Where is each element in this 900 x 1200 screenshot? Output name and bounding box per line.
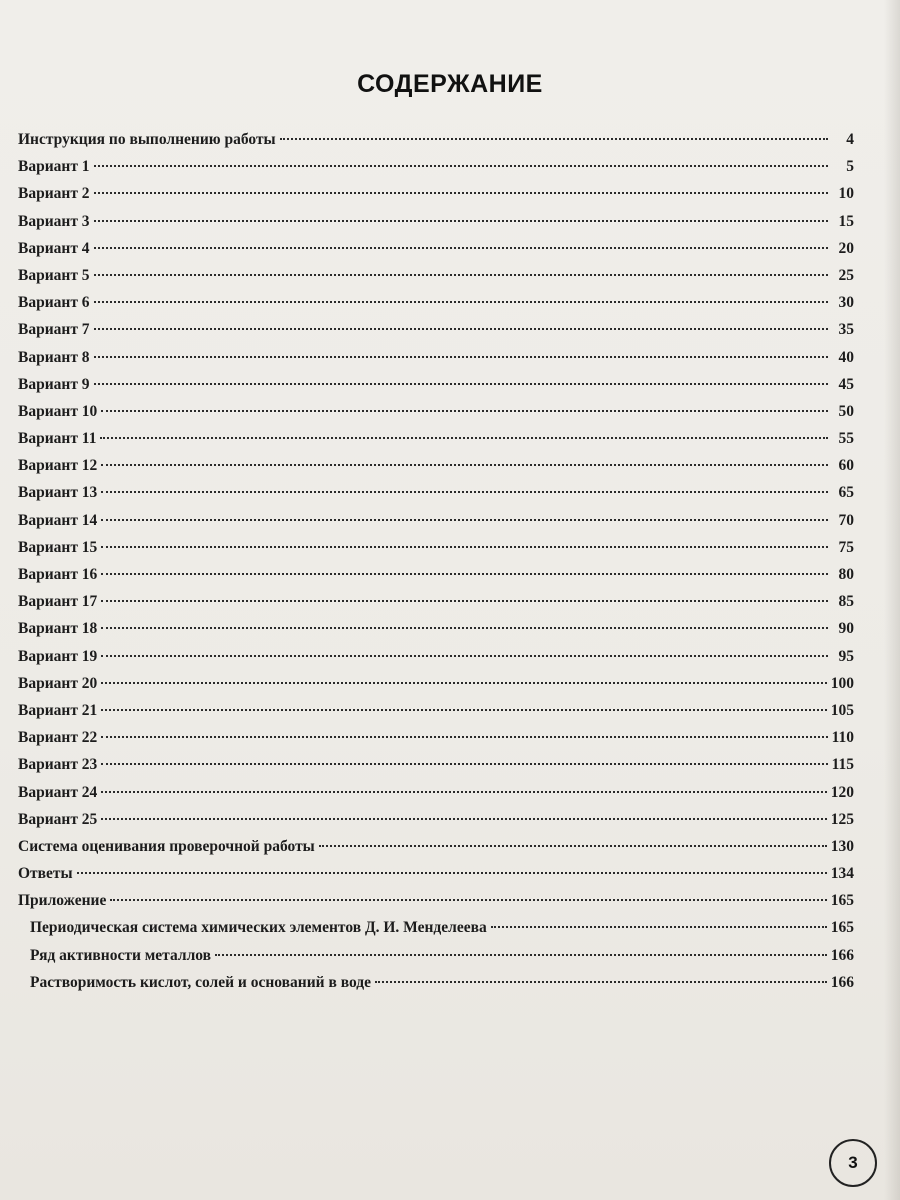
toc-entry-page: 60 [838,457,854,475]
toc-entry-label: Вариант 13 [18,484,98,502]
toc-entry-label: Вариант 4 [18,239,90,257]
toc-entry [18,561,854,588]
toc-entry [18,371,854,398]
toc-leader-dots [94,192,828,194]
toc-entry-page: 25 [838,266,854,284]
toc-entry [18,779,854,806]
toc-entry [18,289,854,316]
toc-entry [18,208,854,235]
toc-subentry [18,914,854,941]
toc-leader-dots [101,491,828,493]
toc-leader-dots [77,872,827,874]
toc-entry-page: 4 [846,131,854,148]
toc-entry [18,507,854,534]
toc-entry-page: 15 [838,212,854,230]
toc-entry [18,153,854,180]
toc-leader-dots [94,383,828,385]
toc-leader-dots [101,410,828,412]
toc-entry-label: Ряд активности металлов [30,946,211,964]
toc-leader-dots [94,165,828,167]
toc-leader-dots [94,356,828,358]
toc-entry [18,833,854,860]
toc-entry-label: Вариант 20 [18,674,98,692]
page-edge-shadow [884,0,900,1200]
toc-leader-dots [101,709,826,711]
toc-entry-label: Система оценивания проверочной работы [18,837,315,855]
toc-leader-dots [101,600,828,602]
toc-entry-label: Вариант 15 [18,538,98,556]
toc-entry-label: Вариант 24 [18,783,98,801]
page-number: 3 [848,1153,858,1172]
toc-leader-dots [280,138,828,140]
toc-entry-label: Вариант 18 [18,620,98,638]
toc-subentry [18,942,854,969]
toc-entry-label: Вариант 22 [18,729,98,747]
toc-entry [18,344,854,371]
toc-leader-dots [101,519,828,521]
toc-entry-label: Вариант 21 [18,701,98,719]
toc-entry-label: Вариант 19 [18,647,98,665]
toc-entry-label: Вариант 10 [18,402,98,420]
toc-leader-dots [94,247,828,249]
toc-entry-page: 130 [830,837,854,855]
toc-entry [18,588,854,615]
toc-entry-label: Вариант 25 [18,810,98,828]
toc-entry-label: Вариант 14 [18,511,98,529]
toc-leader-dots [101,464,828,466]
toc-leader-dots [101,573,828,575]
toc-leader-dots [101,818,826,820]
toc-leader-dots [375,981,827,983]
toc-entry-page: 50 [838,402,854,420]
toc-entry-page: 90 [838,620,854,638]
toc-entry-page: 110 [831,729,854,747]
toc-leader-dots [110,899,826,901]
toc-entry [18,262,854,289]
toc-entry-label: Вариант 3 [18,212,90,230]
toc-entry-label: Вариант 8 [18,348,90,366]
toc-entry-label: Периодическая система химических элементов Д. И. Менделеева [30,919,487,937]
toc-leader-dots [101,546,828,548]
toc-entry-page: 134 [830,865,854,883]
toc-leader-dots [101,736,827,738]
toc-entry [18,425,854,452]
toc-entry [18,670,854,697]
toc-leader-dots [100,437,828,439]
toc-entry-page: 165 [830,892,854,910]
toc-entry-page: 95 [838,647,854,665]
toc-entry-label: Вариант 11 [18,430,97,448]
toc-entry-page: 125 [830,810,854,828]
toc-entry-page: 35 [838,321,854,339]
toc-entry-page: 100 [830,674,854,692]
toc-entry [18,316,854,343]
toc-entry [18,398,854,425]
toc-leader-dots [491,926,827,928]
toc-leader-dots [94,328,828,330]
toc-entry [18,751,854,778]
toc-leader-dots [319,845,827,847]
toc-entry-label: Вариант 5 [18,266,90,284]
toc-subentry [18,969,854,996]
toc-entry [18,479,854,506]
toc-entry [18,452,854,479]
toc-leader-dots [101,655,828,657]
page-title: СОДЕРЖАНИЕ [357,70,543,98]
toc-entry-page: 5 [846,158,854,176]
toc-entry-label: Вариант 6 [18,294,90,312]
toc-leader-dots [101,763,827,765]
toc-entry-page: 45 [838,375,854,393]
toc-leader-dots [94,301,828,303]
toc-entry [18,180,854,207]
toc-entry-label: Вариант 9 [18,375,90,393]
toc-entry-page: 120 [830,783,854,801]
toc-entry-page: 40 [838,348,854,366]
toc-entry-label: Вариант 7 [18,321,90,339]
toc-entry [18,643,854,670]
toc-entry-page: 75 [838,538,854,556]
toc-entry [18,860,854,887]
toc-entry-page: 65 [838,484,854,502]
toc-entry-page: 166 [830,973,854,991]
toc-entry-label: Вариант 2 [18,185,90,203]
toc-entry-label: Растворимость кислот, солей и оснований в воде [30,973,371,991]
toc-entry [18,697,854,724]
toc-entry-page: 30 [838,294,854,312]
toc-leader-dots [94,274,828,276]
toc-entry-page: 165 [830,919,854,937]
toc-entry-page: 85 [838,593,854,611]
toc-entry [18,724,854,751]
toc-entry [18,534,854,561]
page-number-badge [829,1139,877,1187]
toc-entry-label: Приложение [18,892,107,910]
toc-entry-page: 20 [838,239,854,257]
toc-entry [18,235,854,262]
toc-entry-page: 80 [838,566,854,583]
toc-entry-label: Вариант 12 [18,457,98,475]
toc-entry-label: Инструкция по выполнению работы [18,131,276,148]
toc-entry [18,615,854,642]
toc-entry-label: Вариант 1 [18,158,90,176]
toc-entry-label: Ответы [18,865,73,883]
toc-leader-dots [94,220,828,222]
toc-entry-page: 70 [838,511,854,529]
toc-entry-page: 105 [830,701,854,719]
toc-entry-page: 115 [831,756,854,774]
toc-entry-label: Вариант 23 [18,756,98,774]
toc-leader-dots [215,954,827,956]
toc-leader-dots [101,682,826,684]
toc-leader-dots [101,627,828,629]
toc-entry-page: 55 [838,430,854,448]
toc-entry-page: 166 [830,946,854,964]
toc-entry [18,887,854,914]
toc-entry-page: 10 [838,185,854,203]
toc-entry [18,806,854,833]
toc-entry-label: Вариант 16 [18,566,98,583]
toc-entry-label: Вариант 17 [18,593,98,611]
toc-leader-dots [101,791,826,793]
table-of-contents [18,126,854,996]
toc-entry [18,126,854,153]
